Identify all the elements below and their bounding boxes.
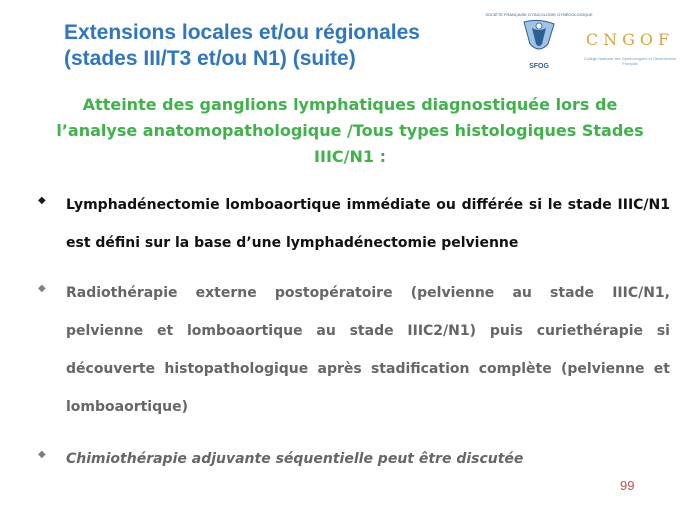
cngof-logo-word: CNGOF bbox=[585, 30, 675, 49]
slide-subtitle-line-2: l’analyse anatomopathologique /Tous types histologiques Stades bbox=[56, 121, 644, 140]
cngof-logo-subtext: Collège National des Gynécologues et Obstétriciens Français bbox=[583, 56, 677, 66]
slide-title bbox=[64, 20, 484, 72]
bullet-item bbox=[38, 186, 670, 262]
bullet-text: Radiothérapie externe postopératoire (pelvienne au stade IIIC/N1, pelvienne et lomboaortique au stade IIIC2/N1) puis curiethérapie si découverte histopathologique après stadification complète (pelvienne et lomboaortique) bbox=[66, 285, 670, 415]
page-number: 99 bbox=[620, 478, 635, 493]
diamond-bullet-icon: ◆ bbox=[38, 283, 46, 294]
slide-subtitle-line-1: Atteinte des ganglions lymphatiques diagnostiquée lors de bbox=[82, 95, 618, 114]
sfog-logo-short: SFOG bbox=[529, 63, 549, 70]
bullet-text: Chimiothérapie adjuvante séquentielle peut être discutée bbox=[66, 451, 524, 467]
diamond-bullet-icon: ◆ bbox=[38, 449, 46, 460]
slide-title-line-1: Extensions locales et/ou régionales bbox=[64, 21, 420, 44]
sfog-logo-text: SOCIÉTÉ FRANÇAISE D'ONCOLOGIE GYNÉCOLOGIQUE bbox=[485, 12, 593, 17]
slide-subtitle bbox=[30, 92, 670, 170]
slide-title-line-2: (stades III/T3 et/ou N1) (suite) bbox=[64, 47, 356, 70]
bullet-list bbox=[38, 186, 670, 478]
sfog-logo bbox=[485, 10, 593, 74]
cngof-logo bbox=[578, 30, 682, 72]
bullet-item bbox=[38, 440, 670, 478]
bullet-text: Lymphadénectomie lomboaortique immédiate ou différée si le stade IIIC/N1 est défini sur la base d’une lymphadénectomie pelvienne bbox=[66, 197, 670, 251]
diamond-bullet-icon: ◆ bbox=[38, 195, 46, 206]
bullet-item bbox=[38, 274, 670, 426]
slide-subtitle-line-3: IIIC/N1 : bbox=[314, 147, 386, 166]
